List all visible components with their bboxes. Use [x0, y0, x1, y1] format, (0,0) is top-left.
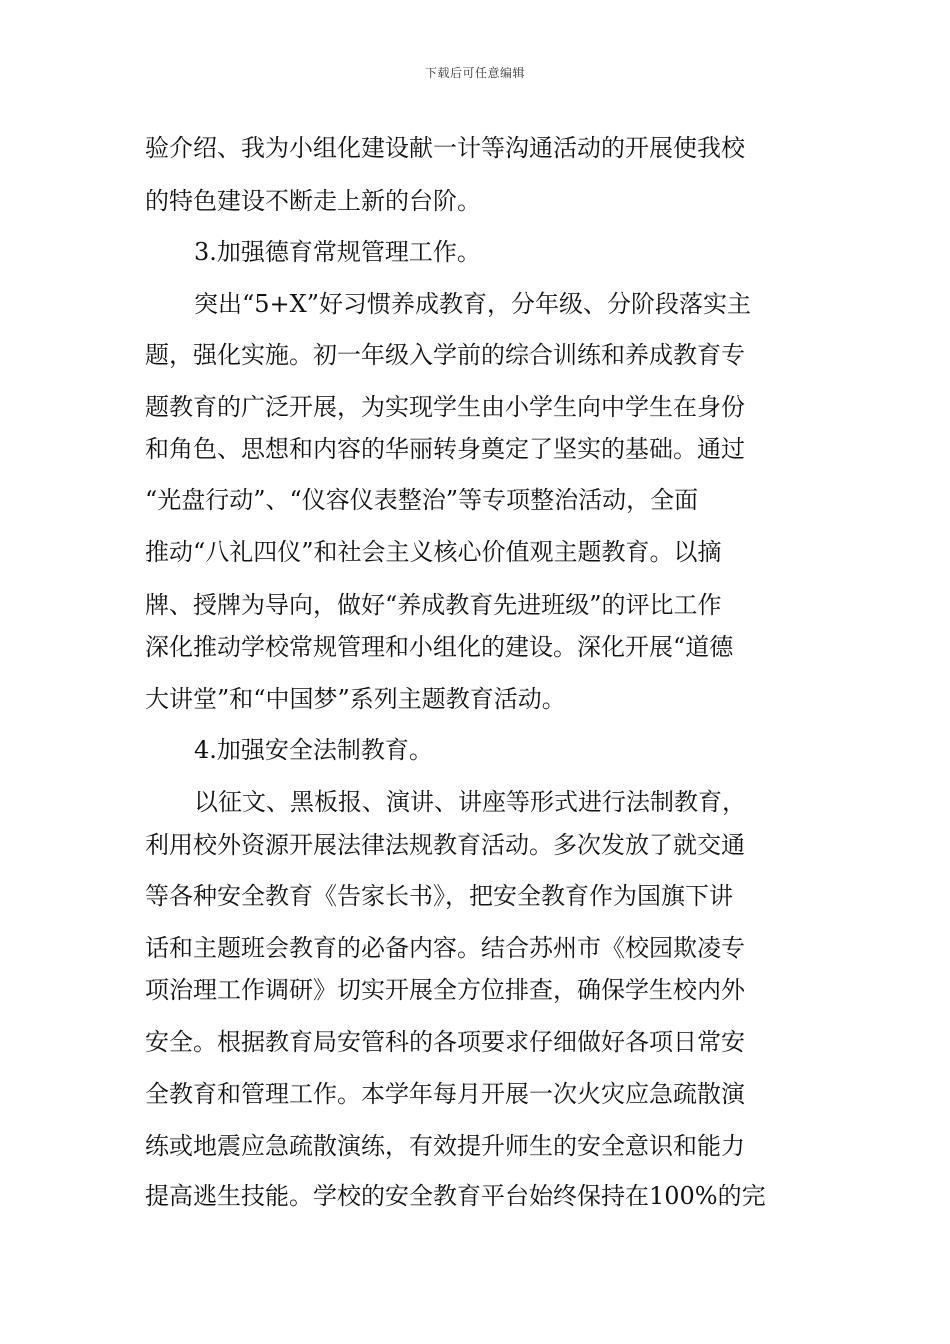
- body-line: 推动“八礼四仪”和社会主义核心价值观主题教育。以摘: [145, 538, 722, 566]
- body-line: 牌、授牌为导向，做好“养成教育先进班级”的评比工作: [145, 591, 722, 619]
- body-line: 深化推动学校常规管理和小组化的建设。深化开展“道德: [145, 633, 734, 661]
- body-line: 全教育和管理工作。本学年每月开展一次火灾应急疏散演: [145, 1080, 745, 1108]
- body-line: 的特色建设不断走上新的台阶。: [145, 187, 481, 215]
- body-line: 话和主题班会教育的必备内容。结合苏州市《校园欺凌专: [145, 934, 745, 962]
- body-line: 题，强化实施。初一年级入学前的综合训练和养成教育专: [145, 341, 745, 369]
- body-line: 以征文、黑板报、演讲、讲座等形式进行法制教育，: [194, 788, 746, 816]
- body-line: 和角色、思想和内容的华丽转身奠定了坚实的基础。通过: [145, 435, 745, 463]
- body-line: 验介绍、我为小组化建设献一计等沟通活动的开展使我校: [145, 134, 745, 162]
- section-heading-3: 3.加强德育常规管理工作。: [194, 238, 481, 266]
- page-header-note: 下载后可任意编辑: [424, 66, 525, 80]
- body-line: 大讲堂”和“中国梦”系列主题教育活动。: [145, 685, 566, 713]
- body-line: 突出“5+X”好习惯养成教育，分年级、分阶段落实主: [194, 290, 752, 318]
- body-line: 提高逃生技能。学校的安全教育平台始终保持在100%的完: [145, 1182, 766, 1210]
- body-line: 安全。根据教育局安管科的各项要求仔细做好各项日常安: [145, 1028, 745, 1056]
- body-line: 等各种安全教育《告家长书》，把安全教育作为国旗下讲: [145, 882, 733, 910]
- body-line: “光盘行动”、“仪容仪表整治”等专项整治活动，全面: [145, 486, 699, 514]
- body-line: 项治理工作调研》切实开展全方位排查，确保学生校内外: [145, 976, 745, 1004]
- section-heading-4: 4.加强安全法制教育。: [194, 736, 433, 764]
- body-line: 练或地震应急疏散演练，有效提升师生的安全意识和能力: [145, 1132, 745, 1160]
- body-line: 题教育的广泛开展，为实现学生由小学生向中学生在身份: [145, 393, 745, 421]
- body-line: 利用校外资源开展法律法规教育活动。多次发放了就交通: [145, 831, 745, 859]
